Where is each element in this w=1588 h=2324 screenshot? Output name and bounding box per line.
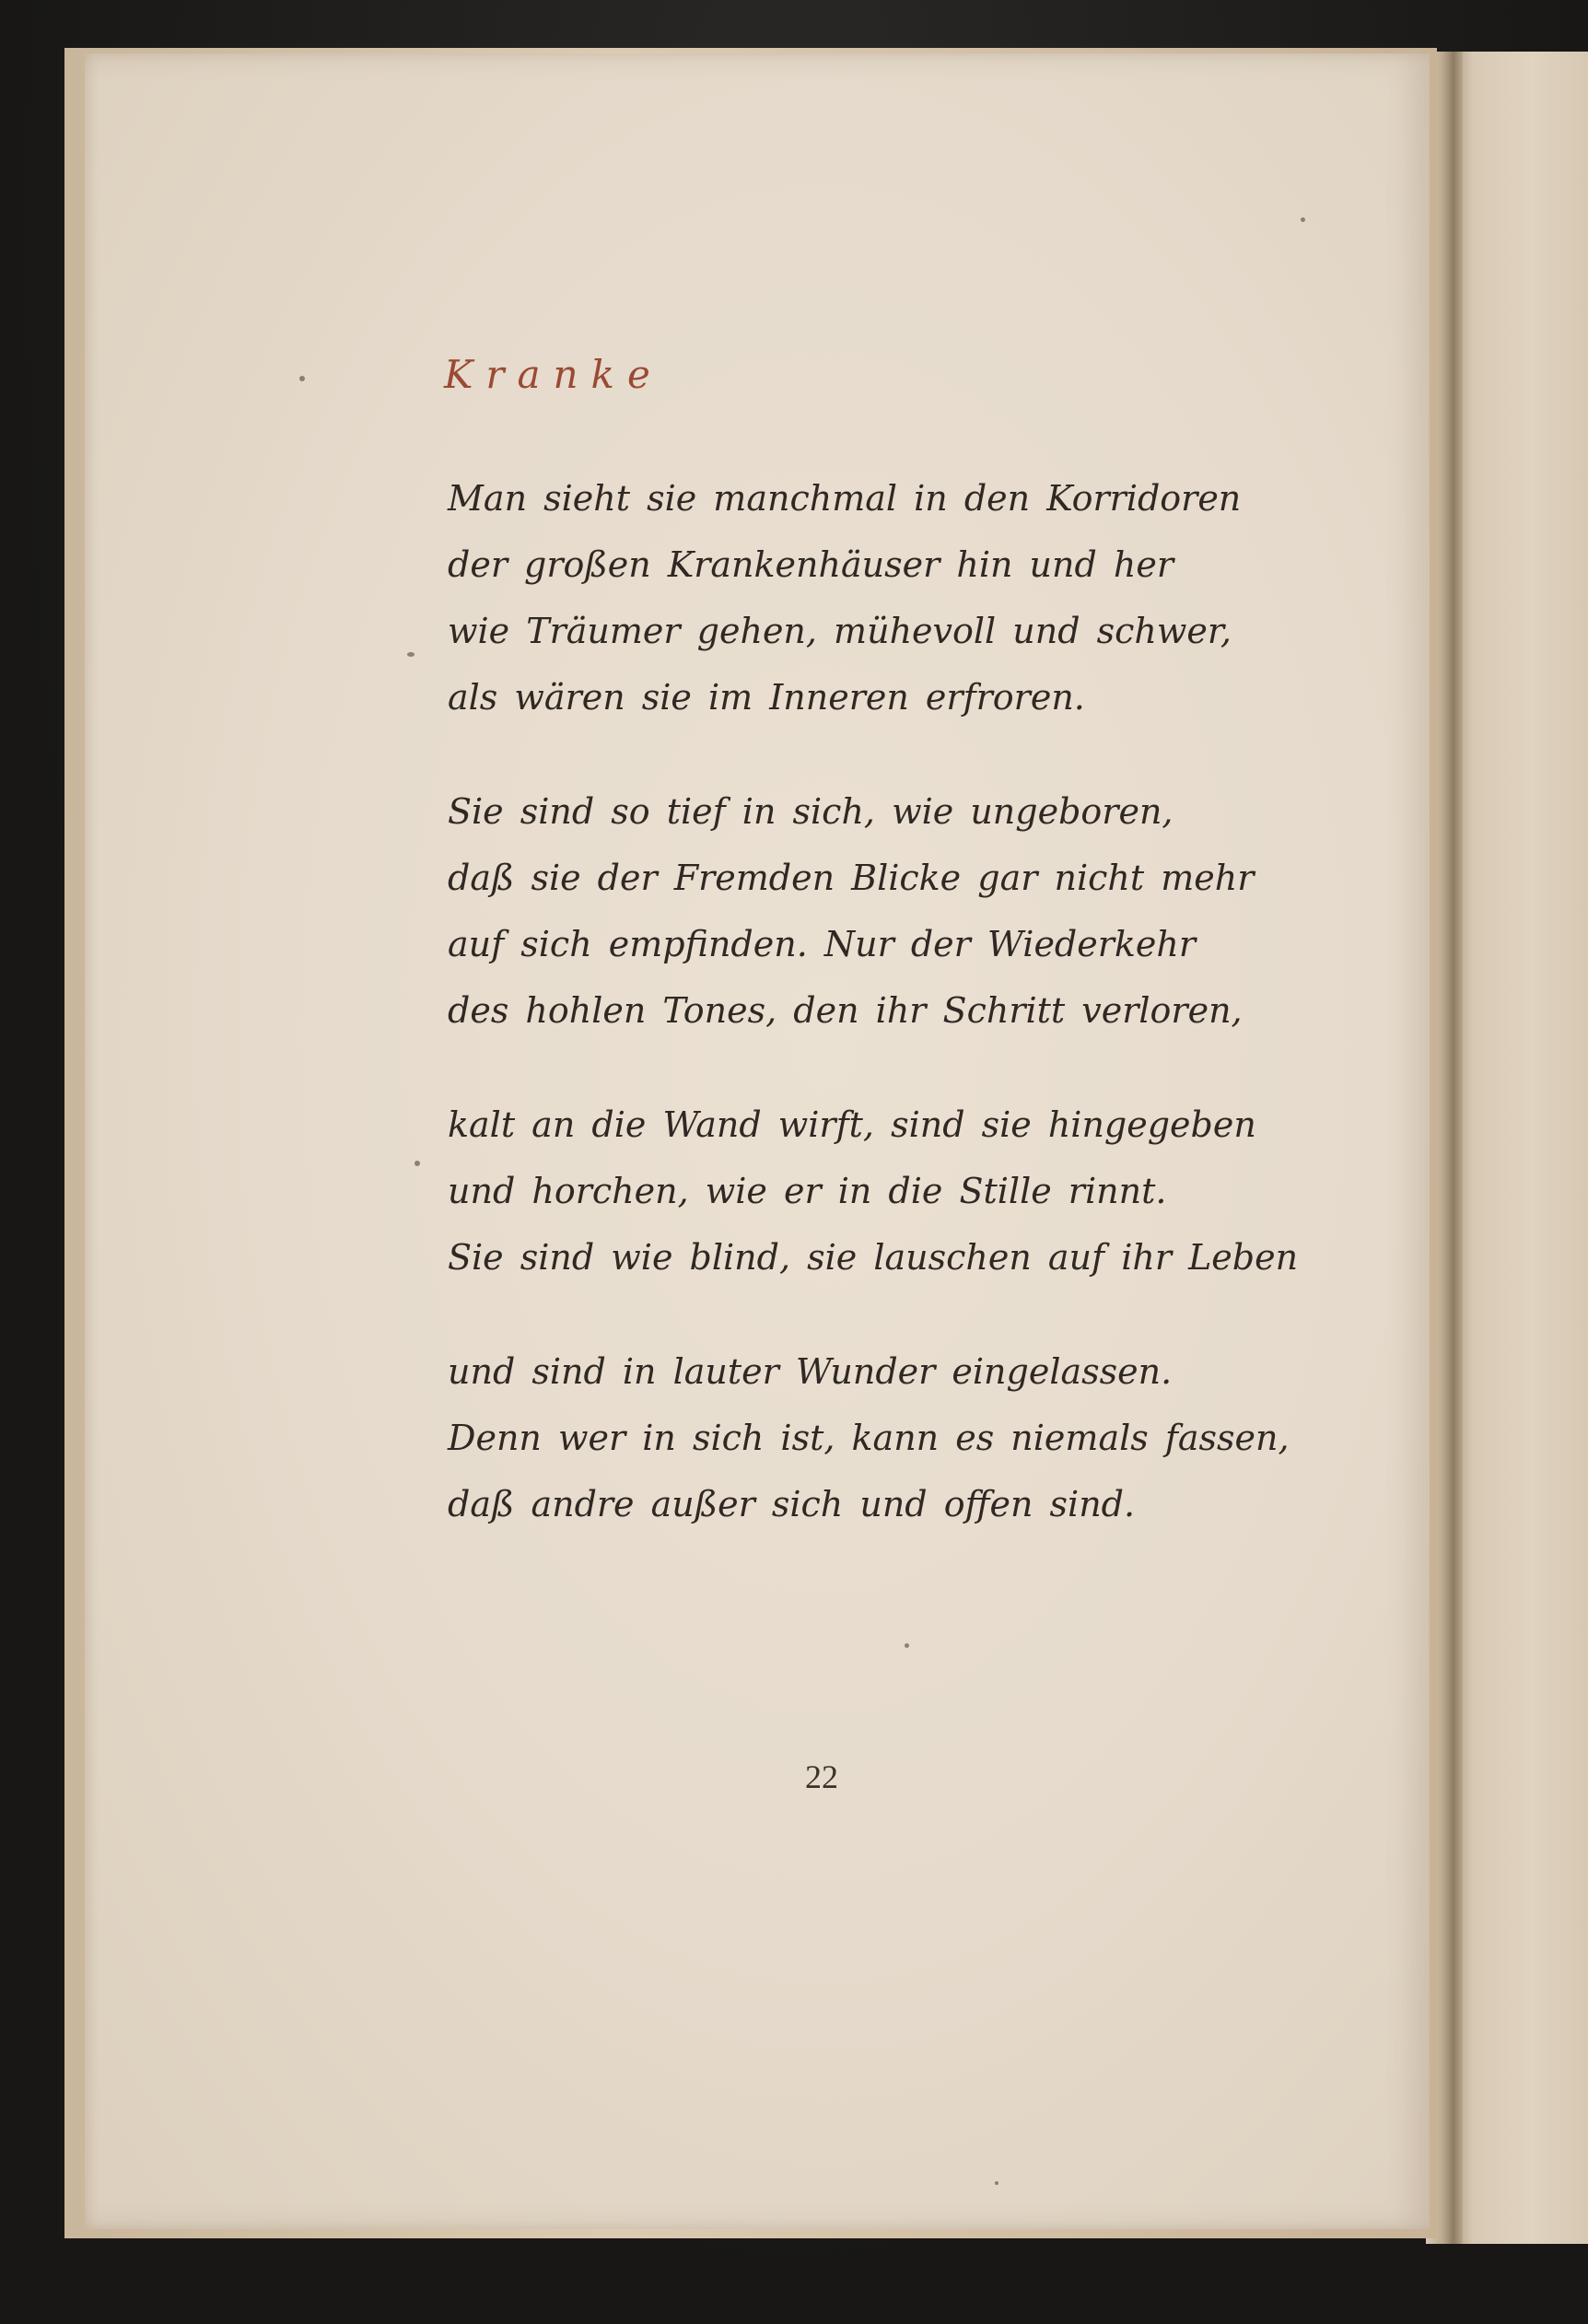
stanza-4 bbox=[448, 1338, 1369, 1537]
paper-speck bbox=[407, 652, 415, 657]
stanza-2 bbox=[448, 778, 1369, 1044]
poem-line: und sind in lauter Wunder eingelassen. bbox=[448, 1351, 1173, 1392]
poem-line: kalt an die Wand wirft, sind sie hingegeben bbox=[448, 1104, 1256, 1145]
poem-line: Denn wer in sich ist, kann es niemals fassen, bbox=[448, 1418, 1290, 1458]
poem-line: daß sie der Fremden Blicke gar nicht mehr bbox=[448, 858, 1255, 898]
paper-speck bbox=[905, 1643, 909, 1648]
poem-line: auf sich empfinden. Nur der Wiederkehr bbox=[448, 924, 1197, 964]
poem-line: des hohlen Tones, den ihr Schritt verloren, bbox=[448, 990, 1243, 1031]
stanza-1 bbox=[448, 465, 1369, 730]
poem-body bbox=[448, 465, 1369, 1585]
poem-line: und horchen, wie er in die Stille rinnt. bbox=[448, 1171, 1167, 1211]
facing-page-edge bbox=[1448, 52, 1588, 2244]
paper-speck bbox=[995, 2181, 998, 2185]
stanza-3 bbox=[448, 1092, 1369, 1290]
poem-title: Kranke bbox=[444, 352, 663, 397]
poem-line: Sie sind wie blind, sie lauschen auf ihr Leben bbox=[448, 1237, 1299, 1278]
poem-line: als wären sie im Inneren erfroren. bbox=[448, 677, 1085, 718]
page-number: 22 bbox=[805, 1758, 838, 1795]
poem-line: Sie sind so tief in sich, wie ungeboren, bbox=[448, 791, 1173, 832]
paper-speck bbox=[415, 1161, 420, 1166]
poem-line: der großen Krankenhäuser hin und her bbox=[448, 544, 1174, 585]
poem-line: Man sieht sie manchmal in den Korridoren bbox=[448, 478, 1242, 519]
poem-line: daß andre außer sich und offen sind. bbox=[448, 1484, 1136, 1524]
paper-speck bbox=[299, 376, 305, 381]
poem-line: wie Träumer gehen, mühevoll und schwer, bbox=[448, 611, 1232, 651]
paper-speck bbox=[1301, 217, 1305, 222]
